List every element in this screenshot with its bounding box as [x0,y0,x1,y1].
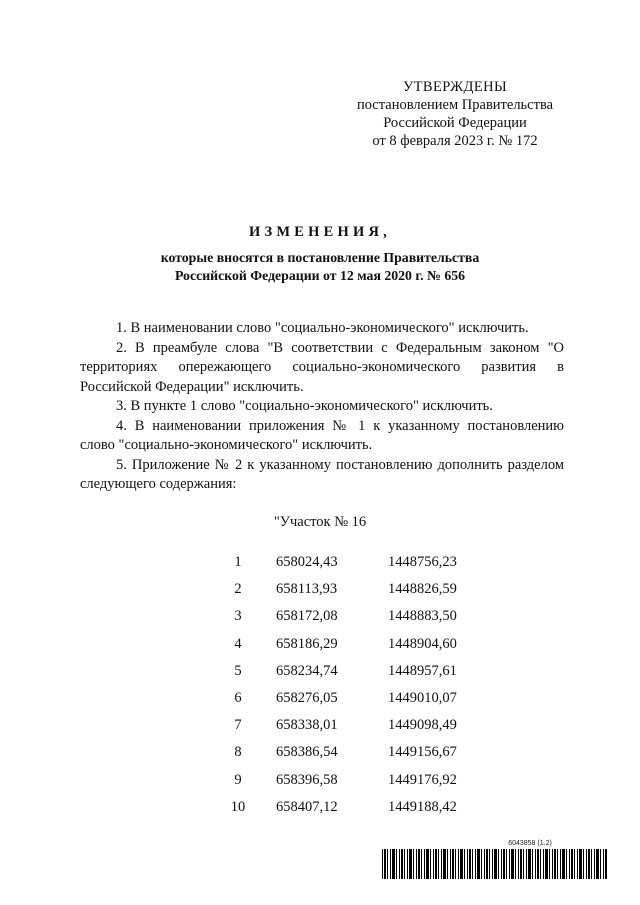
x-coordinate: 658113,93 [276,581,338,598]
table-row [218,685,498,712]
y-coordinate: 1449010,07 [388,690,457,707]
paragraph-5: 5. Приложение № 2 к указанному постановлению дополнить разделом следующего содержания: [80,456,564,492]
table-row [218,603,498,630]
point-number: 2 [234,581,242,598]
x-coordinate: 658386,54 [276,744,338,761]
barcode-image [382,849,608,879]
x-coordinate: 658338,01 [276,717,338,734]
y-coordinate: 1448904,60 [388,635,457,652]
coordinates-table-body [218,549,498,821]
table-row [218,576,498,603]
section-title: "Участок № 16 [273,514,367,530]
document-body [80,319,564,495]
point-number: 3 [234,608,242,625]
document-subtitle-line-2: Российской Федерации от 12 мая 2020 г. № 656 [174,268,466,283]
x-coordinate: 658024,43 [276,554,338,571]
approval-line-1: постановлением Правительства [356,97,554,113]
approval-date-line: от 8 февраля 2023 г. № 172 [372,133,538,149]
point-number: 7 [234,717,242,734]
document-heading [80,224,560,285]
y-coordinate: 1448883,50 [388,608,457,625]
y-coordinate: 1449188,42 [388,798,457,815]
paragraph-2: 2. В преамбуле слова "В соответствии с Федеральным законом "О территориях опережающего социально-экономического развития в Российской Федерации" исключить. [80,339,564,395]
barcode-label: 6043858 (1.2) [508,840,552,847]
table-row [218,767,498,794]
y-coordinate: 1449176,92 [388,771,457,788]
point-number: 10 [230,798,246,815]
coordinates-table [218,549,498,821]
table-row [218,739,498,766]
x-coordinate: 658186,29 [276,635,338,652]
y-coordinate: 1449098,49 [388,717,457,734]
document-subtitle-line-1: которые вносятся в постановление Правительства [160,250,480,265]
paragraph-4: 4. В наименовании приложения № 1 к указанному постановлению слово "социально-экономического" исключить. [80,417,564,453]
point-number: 9 [234,771,242,788]
x-coordinate: 658396,58 [276,771,338,788]
point-number: 6 [234,690,242,707]
x-coordinate: 658407,12 [276,798,338,815]
table-row [218,658,498,685]
x-coordinate: 658234,74 [276,662,338,679]
point-number: 4 [234,635,242,652]
paragraph-1: 1. В наименовании слово "социально-экономического" исключить. [116,320,529,336]
approval-stamp [330,78,580,150]
approval-title: УТВЕРЖДЕНЫ [402,79,508,95]
approval-line-2: Российской Федерации [383,115,527,131]
table-row [218,631,498,658]
y-coordinate: 1448826,59 [388,581,457,598]
table-row [218,549,498,576]
table-row [218,794,498,821]
point-number: 1 [234,554,242,571]
document-title: ИЗМЕНЕНИЯ, [249,224,391,240]
y-coordinate: 1448756,23 [388,554,457,571]
y-coordinate: 1448957,61 [388,662,457,679]
x-coordinate: 658172,08 [276,608,338,625]
barcode-block [382,840,608,879]
point-number: 8 [234,744,242,761]
paragraph-3: 3. В пункте 1 слово "социально-экономического" исключить. [116,398,493,414]
y-coordinate: 1449156,67 [388,744,457,761]
point-number: 5 [234,662,242,679]
x-coordinate: 658276,05 [276,690,338,707]
table-row [218,712,498,739]
